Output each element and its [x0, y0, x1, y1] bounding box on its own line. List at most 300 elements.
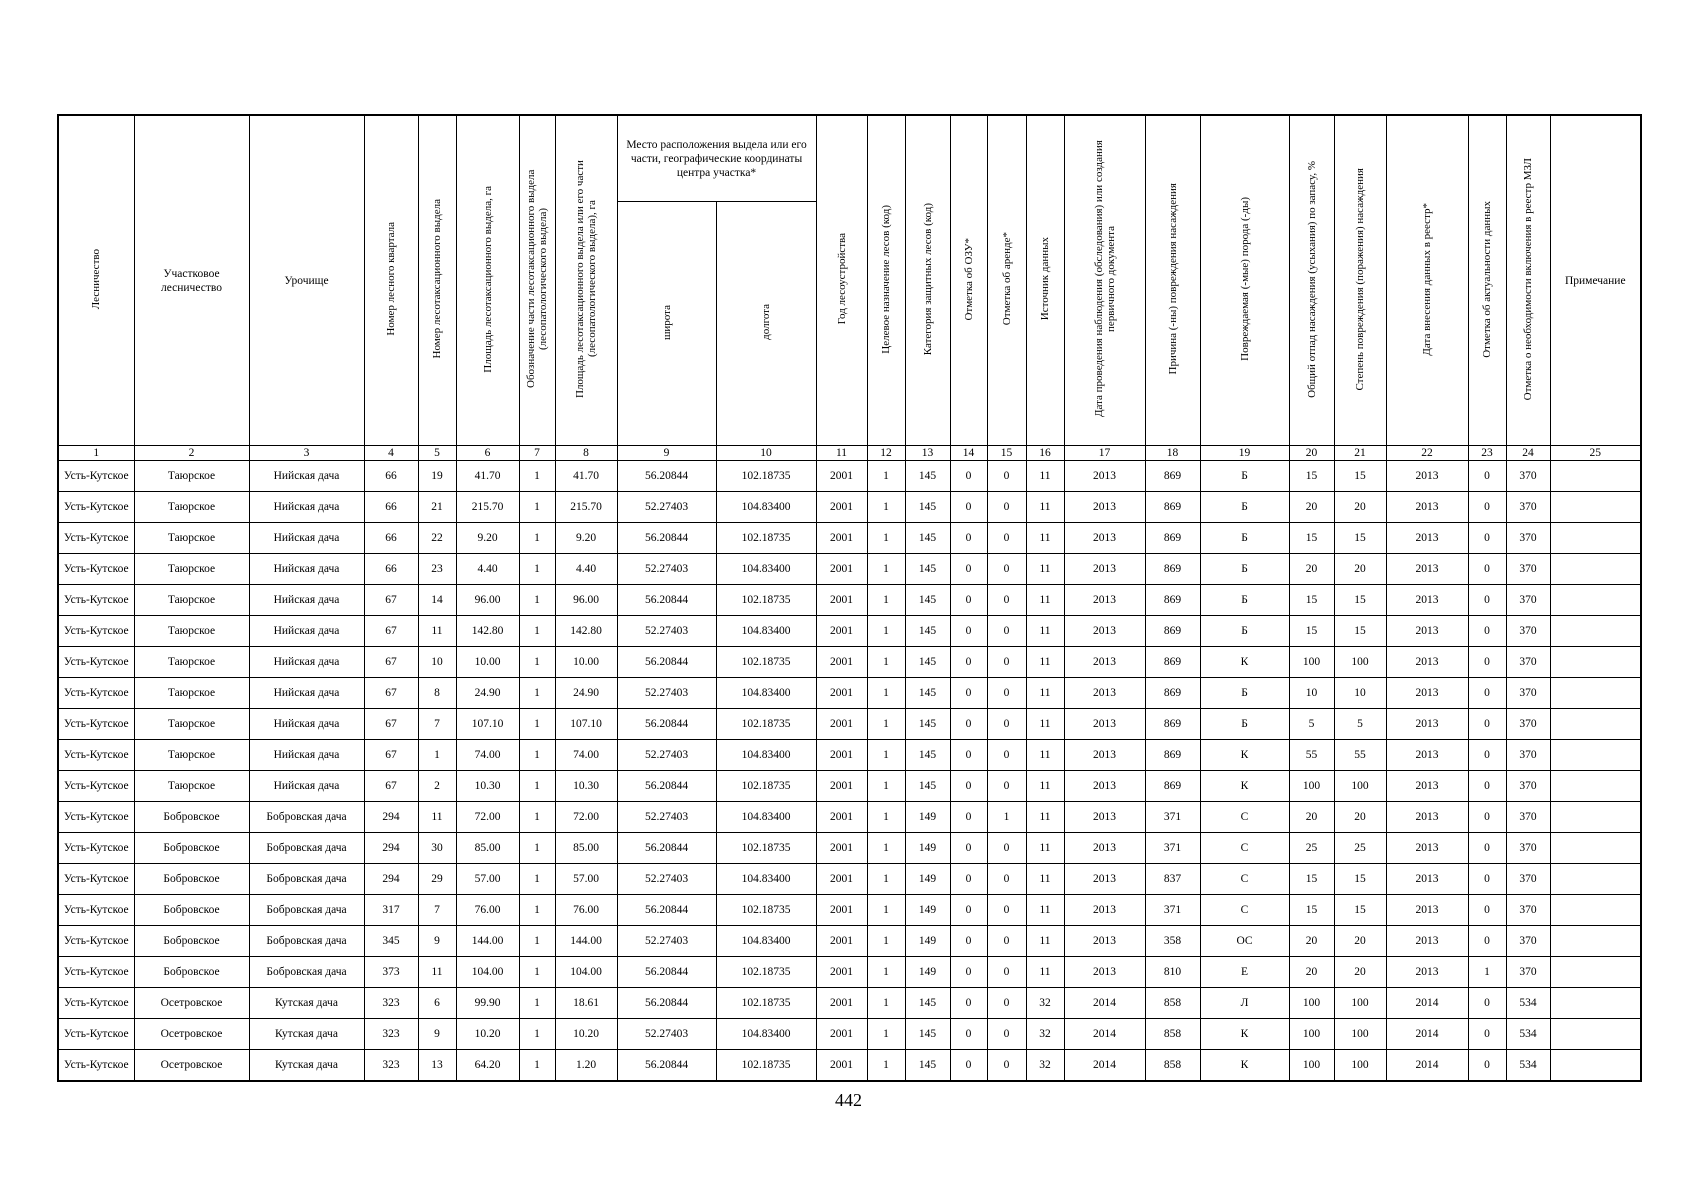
table-cell: 0 [1468, 988, 1506, 1019]
table-cell: Бобровская дача [249, 802, 364, 833]
table-cell: 2001 [816, 771, 867, 802]
table-cell: 145 [905, 523, 950, 554]
table-cell: 370 [1506, 740, 1550, 771]
table-cell: 145 [905, 709, 950, 740]
table-cell: 56.20844 [617, 988, 716, 1019]
table-cell: 11 [1026, 709, 1064, 740]
table-cell [1550, 957, 1641, 988]
table-cell: 104.83400 [716, 864, 816, 895]
table-cell: 11 [1026, 585, 1064, 616]
table-cell: 2001 [816, 678, 867, 709]
table-cell: 1 [867, 864, 905, 895]
table-cell: 2001 [816, 957, 867, 988]
column-number: 7 [519, 446, 555, 461]
table-cell: 107.10 [456, 709, 519, 740]
table-cell: 2013 [1386, 678, 1468, 709]
table-cell: 2014 [1386, 988, 1468, 1019]
table-cell: Таюрское [134, 585, 249, 616]
table-cell: 102.18735 [716, 957, 816, 988]
column-number: 23 [1468, 446, 1506, 461]
table-cell: 56.20844 [617, 647, 716, 678]
col-header-location: Место расположения выдела или его части, географические координаты центра участка* [617, 115, 816, 202]
table-cell: К [1200, 1050, 1289, 1082]
table-cell: 1.20 [555, 1050, 617, 1082]
table-cell: Усть-Кутское [58, 926, 134, 957]
table-cell: 67 [364, 616, 418, 647]
col-header-district-forestry: Участковое лесничество [134, 115, 249, 446]
col-header-mzl-mark: Отметка о необходимости включения в реестр МЗЛ [1506, 115, 1550, 446]
table-cell: 67 [364, 709, 418, 740]
table-cell: 370 [1506, 957, 1550, 988]
table-cell: 2001 [816, 988, 867, 1019]
table-cell: 104.83400 [716, 1019, 816, 1050]
table-cell: 323 [364, 1019, 418, 1050]
table-cell: 869 [1145, 554, 1200, 585]
table-cell [1550, 616, 1641, 647]
column-number: 24 [1506, 446, 1550, 461]
table-cell: 52.27403 [617, 554, 716, 585]
table-cell: 869 [1145, 678, 1200, 709]
table-cell [1550, 678, 1641, 709]
table-cell: 0 [1468, 492, 1506, 523]
table-cell: Усть-Кутское [58, 988, 134, 1019]
table-cell: 102.18735 [716, 461, 816, 492]
table-cell [1550, 523, 1641, 554]
table-cell [1550, 461, 1641, 492]
table-cell: 11 [1026, 678, 1064, 709]
table-cell: Осетровское [134, 1050, 249, 1082]
table-cell: 15 [1334, 895, 1386, 926]
table-cell: 0 [987, 957, 1026, 988]
table-cell: 0 [1468, 1019, 1506, 1050]
col-header-damage-cause: Причина (-ны) повреждения насаждения [1145, 115, 1200, 446]
table-cell: 2013 [1386, 585, 1468, 616]
table-cell: 2001 [816, 461, 867, 492]
table-cell: 64.20 [456, 1050, 519, 1082]
table-cell: 96.00 [555, 585, 617, 616]
table-cell: С [1200, 802, 1289, 833]
table-cell: 2 [418, 771, 456, 802]
table-cell: Усть-Кутское [58, 1019, 134, 1050]
forest-damage-register-table [57, 114, 1642, 1082]
table-cell: 1 [519, 709, 555, 740]
table-cell: 869 [1145, 523, 1200, 554]
table-cell: 57.00 [456, 864, 519, 895]
column-number: 12 [867, 446, 905, 461]
table-cell: Бобровская дача [249, 864, 364, 895]
table-cell: 1 [519, 492, 555, 523]
table-cell: 15 [1334, 616, 1386, 647]
table-cell: 74.00 [555, 740, 617, 771]
table-cell: 1 [519, 678, 555, 709]
table-cell: 858 [1145, 988, 1200, 1019]
table-cell: 149 [905, 957, 950, 988]
table-cell: 2001 [816, 523, 867, 554]
table-cell: 2013 [1064, 709, 1145, 740]
table-cell: Б [1200, 678, 1289, 709]
table-cell: Нийская дача [249, 647, 364, 678]
table-cell: 15 [1289, 461, 1334, 492]
table-cell: Усть-Кутское [58, 616, 134, 647]
table-cell: 0 [950, 554, 987, 585]
table-cell: 0 [987, 709, 1026, 740]
column-number: 25 [1550, 446, 1641, 461]
table-cell: 2013 [1064, 585, 1145, 616]
table-cell: Бобровское [134, 833, 249, 864]
table-cell: 9 [418, 1019, 456, 1050]
table-cell: 1 [867, 957, 905, 988]
table-cell: 20 [1334, 957, 1386, 988]
table-cell: 0 [950, 616, 987, 647]
table-row [58, 709, 1641, 740]
table-cell: 76.00 [555, 895, 617, 926]
col-header-latitude: широта [617, 202, 716, 446]
table-cell: 104.00 [555, 957, 617, 988]
table-cell: 15 [1334, 585, 1386, 616]
table-cell: 96.00 [456, 585, 519, 616]
table-cell: 15 [1289, 523, 1334, 554]
table-cell: 869 [1145, 585, 1200, 616]
column-number: 22 [1386, 446, 1468, 461]
table-cell: 1 [867, 926, 905, 957]
table-cell: С [1200, 895, 1289, 926]
table-cell: 41.70 [555, 461, 617, 492]
table-cell: 370 [1506, 802, 1550, 833]
table-cell: 1 [519, 461, 555, 492]
col-header-tract: Урочище [249, 115, 364, 446]
table-cell: 370 [1506, 585, 1550, 616]
table-cell: К [1200, 647, 1289, 678]
table-cell: 2001 [816, 833, 867, 864]
table-cell: 1 [519, 926, 555, 957]
table-cell: 67 [364, 647, 418, 678]
table-cell: 11 [418, 957, 456, 988]
table-cell: 56.20844 [617, 1050, 716, 1082]
table-cell: 1 [867, 554, 905, 585]
table-cell: 1 [867, 647, 905, 678]
table-cell: 145 [905, 585, 950, 616]
table-cell: Б [1200, 492, 1289, 523]
table-cell: 32 [1026, 1050, 1064, 1082]
table-cell: 15 [1334, 461, 1386, 492]
table-cell: 100 [1334, 1050, 1386, 1082]
table-cell: 145 [905, 678, 950, 709]
table-cell: 371 [1145, 833, 1200, 864]
table-cell: 6 [418, 988, 456, 1019]
table-cell: 0 [950, 647, 987, 678]
table-cell: Кутская дача [249, 1050, 364, 1082]
table-cell: Б [1200, 523, 1289, 554]
table-cell: 0 [987, 771, 1026, 802]
table-cell: Таюрское [134, 709, 249, 740]
table-cell: Усть-Кутское [58, 523, 134, 554]
table-cell: 2014 [1064, 1019, 1145, 1050]
table-cell: 10 [1334, 678, 1386, 709]
table-cell: 142.80 [555, 616, 617, 647]
table-cell: 869 [1145, 740, 1200, 771]
table-cell [1550, 1050, 1641, 1082]
table-cell: 869 [1145, 616, 1200, 647]
table-cell: Усть-Кутское [58, 740, 134, 771]
col-header-relevance-mark: Отметка об актуальности данных [1468, 115, 1506, 446]
column-number: 4 [364, 446, 418, 461]
table-cell: 66 [364, 461, 418, 492]
table-cell: 1 [418, 740, 456, 771]
table-cell: 102.18735 [716, 988, 816, 1019]
table-cell: 1 [519, 616, 555, 647]
table-cell: 11 [1026, 554, 1064, 585]
column-number: 13 [905, 446, 950, 461]
table-cell: 2013 [1064, 554, 1145, 585]
table-cell [1550, 492, 1641, 523]
table-row [58, 864, 1641, 895]
table-row [58, 523, 1641, 554]
table-cell: Усть-Кутское [58, 833, 134, 864]
table-cell: Б [1200, 585, 1289, 616]
col-header-damage-degree: Степень повреждения (поражения) насаждения [1334, 115, 1386, 446]
table-cell: 0 [950, 1019, 987, 1050]
table-cell: 9 [418, 926, 456, 957]
table-cell: 1 [519, 771, 555, 802]
table-cell: 55 [1334, 740, 1386, 771]
table-cell: 7 [418, 895, 456, 926]
table-cell: Бобровское [134, 957, 249, 988]
table-cell: Бобровская дача [249, 833, 364, 864]
col-header-damaged-species: Повреждаемая (-мые) порода (-ды) [1200, 115, 1289, 446]
table-cell: 104.83400 [716, 492, 816, 523]
table-row [58, 926, 1641, 957]
table-cell [1550, 647, 1641, 678]
col-header-longitude: долгота [716, 202, 816, 446]
table-cell: 2001 [816, 864, 867, 895]
table-cell: 0 [1468, 802, 1506, 833]
table-cell: 104.83400 [716, 740, 816, 771]
table-cell: 145 [905, 554, 950, 585]
table-cell: 2001 [816, 926, 867, 957]
table-row [58, 616, 1641, 647]
table-cell: 1 [519, 1050, 555, 1082]
table-cell: 1 [519, 740, 555, 771]
table-cell: Осетровское [134, 1019, 249, 1050]
table-cell: 72.00 [456, 802, 519, 833]
table-cell: 102.18735 [716, 647, 816, 678]
column-number: 1 [58, 446, 134, 461]
table-cell: 52.27403 [617, 678, 716, 709]
column-number: 3 [249, 446, 364, 461]
table-cell: Таюрское [134, 740, 249, 771]
table-cell: 370 [1506, 492, 1550, 523]
table-cell: 1 [519, 554, 555, 585]
col-header-lease-mark: Отметка об аренде* [987, 115, 1026, 446]
table-cell: 32 [1026, 1019, 1064, 1050]
table-cell: 67 [364, 585, 418, 616]
table-cell: 0 [950, 740, 987, 771]
column-number: 2 [134, 446, 249, 461]
table-cell: Усть-Кутское [58, 802, 134, 833]
table-cell: Таюрское [134, 771, 249, 802]
table-cell: 24.90 [555, 678, 617, 709]
table-cell: Е [1200, 957, 1289, 988]
table-cell: 102.18735 [716, 895, 816, 926]
table-cell: Бобровская дача [249, 957, 364, 988]
table-cell: Нийская дача [249, 461, 364, 492]
table-cell: 1 [867, 740, 905, 771]
table-cell: 18.61 [555, 988, 617, 1019]
table-cell: 20 [1289, 957, 1334, 988]
table-cell: 2013 [1386, 709, 1468, 740]
table-cell: Осетровское [134, 988, 249, 1019]
col-header-part-area: Площадь лесотаксационного выдела или его части (лесопатологического выдела), га [555, 115, 617, 446]
table-cell: Бобровское [134, 802, 249, 833]
table-cell: 2013 [1386, 926, 1468, 957]
table-cell: Таюрское [134, 461, 249, 492]
col-header-quarter-number: Номер лесного квартала [364, 115, 418, 446]
table-cell: 11 [1026, 647, 1064, 678]
column-number: 9 [617, 446, 716, 461]
table-cell: 0 [987, 461, 1026, 492]
table-cell: 144.00 [456, 926, 519, 957]
table-cell: Б [1200, 461, 1289, 492]
column-number: 21 [1334, 446, 1386, 461]
table-cell: 100 [1289, 771, 1334, 802]
table-cell: К [1200, 771, 1289, 802]
table-cell: 25 [1334, 833, 1386, 864]
table-cell: 52.27403 [617, 802, 716, 833]
table-cell: 52.27403 [617, 616, 716, 647]
table-cell: 370 [1506, 864, 1550, 895]
table-cell: 810 [1145, 957, 1200, 988]
table-cell: 104.83400 [716, 554, 816, 585]
table-cell [1550, 585, 1641, 616]
table-cell: 11 [1026, 864, 1064, 895]
table-cell: 1 [519, 864, 555, 895]
table-cell: 102.18735 [716, 1050, 816, 1082]
col-header-total-loss: Общий отпад насаждения (усыхания) по запасу, % [1289, 115, 1334, 446]
table-cell: 0 [1468, 461, 1506, 492]
table-cell: 371 [1145, 802, 1200, 833]
table-cell: Усть-Кутское [58, 585, 134, 616]
table-cell: 317 [364, 895, 418, 926]
table-cell: 534 [1506, 1050, 1550, 1082]
table-cell: 2001 [816, 895, 867, 926]
table-cell: 0 [1468, 647, 1506, 678]
table-cell: 149 [905, 895, 950, 926]
table-cell: 371 [1145, 895, 1200, 926]
table-cell: 57.00 [555, 864, 617, 895]
table-cell: 2013 [1064, 957, 1145, 988]
table-cell: 102.18735 [716, 833, 816, 864]
table-cell: 0 [987, 988, 1026, 1019]
table-cell: 1 [519, 833, 555, 864]
table-cell: 149 [905, 864, 950, 895]
table-cell: 0 [950, 461, 987, 492]
table-cell: 1 [519, 988, 555, 1019]
table-cell: Бобровское [134, 926, 249, 957]
table-cell: 20 [1289, 492, 1334, 523]
table-cell: 67 [364, 771, 418, 802]
table-cell: 0 [950, 957, 987, 988]
table-cell: Таюрское [134, 616, 249, 647]
table-cell: 1 [867, 895, 905, 926]
col-header-inventory-year: Год лесоустройства [816, 115, 867, 446]
table-cell: 52.27403 [617, 864, 716, 895]
table-cell: 2013 [1064, 523, 1145, 554]
table-cell: Нийская дача [249, 492, 364, 523]
col-header-registry-date: Дата внесения данных в реестр* [1386, 115, 1468, 446]
table-row [58, 740, 1641, 771]
table-cell: 15 [1289, 864, 1334, 895]
table-cell: 102.18735 [716, 771, 816, 802]
table-row [58, 647, 1641, 678]
table-cell: Усть-Кутское [58, 771, 134, 802]
column-number: 17 [1064, 446, 1145, 461]
table-cell: Бобровское [134, 864, 249, 895]
table-cell: 2013 [1386, 771, 1468, 802]
table-cell: 1 [867, 709, 905, 740]
table-cell: Нийская дача [249, 616, 364, 647]
table-cell: 15 [1289, 895, 1334, 926]
column-number: 11 [816, 446, 867, 461]
table-cell: 2013 [1386, 740, 1468, 771]
column-number-row [58, 446, 1641, 461]
table-cell: 0 [950, 492, 987, 523]
table-cell: 0 [987, 833, 1026, 864]
table-cell: 2001 [816, 1019, 867, 1050]
header-row [58, 115, 1641, 202]
table-cell: 144.00 [555, 926, 617, 957]
table-cell: 0 [987, 554, 1026, 585]
table-row [58, 554, 1641, 585]
table-cell: 107.10 [555, 709, 617, 740]
column-number: 20 [1289, 446, 1334, 461]
table-cell: Таюрское [134, 492, 249, 523]
table-cell: 145 [905, 647, 950, 678]
table-cell: 0 [1468, 771, 1506, 802]
col-header-data-source: Источник данных [1026, 115, 1064, 446]
column-number: 6 [456, 446, 519, 461]
table-cell: Кутская дача [249, 1019, 364, 1050]
table-cell: 0 [950, 709, 987, 740]
table-cell: 15 [1289, 585, 1334, 616]
table-cell: 2013 [1064, 678, 1145, 709]
table-cell: 1 [519, 647, 555, 678]
table-cell: Кутская дача [249, 988, 364, 1019]
table-cell: 2014 [1386, 1019, 1468, 1050]
table-cell [1550, 988, 1641, 1019]
table-cell: 1 [867, 461, 905, 492]
table-cell: 15 [1289, 616, 1334, 647]
table-cell: 869 [1145, 647, 1200, 678]
table-cell: 9.20 [555, 523, 617, 554]
table-cell [1550, 1019, 1641, 1050]
col-header-allotment-area: Площадь лесотаксационного выдела, га [456, 115, 519, 446]
table-cell: 2013 [1386, 523, 1468, 554]
table-cell: 85.00 [456, 833, 519, 864]
table-cell: 2001 [816, 709, 867, 740]
table-cell: Нийская дача [249, 740, 364, 771]
table-cell: К [1200, 1019, 1289, 1050]
table-cell: 5 [1289, 709, 1334, 740]
table-cell: 149 [905, 802, 950, 833]
table-cell: 20 [1289, 926, 1334, 957]
table-cell: 1 [1468, 957, 1506, 988]
table-cell: 1 [519, 895, 555, 926]
table-cell: 149 [905, 833, 950, 864]
page-number: 442 [835, 1090, 862, 1110]
col-header-allotment-number: Номер лесотаксационного выдела [418, 115, 456, 446]
table-cell: 20 [1289, 554, 1334, 585]
table-cell: Таюрское [134, 554, 249, 585]
